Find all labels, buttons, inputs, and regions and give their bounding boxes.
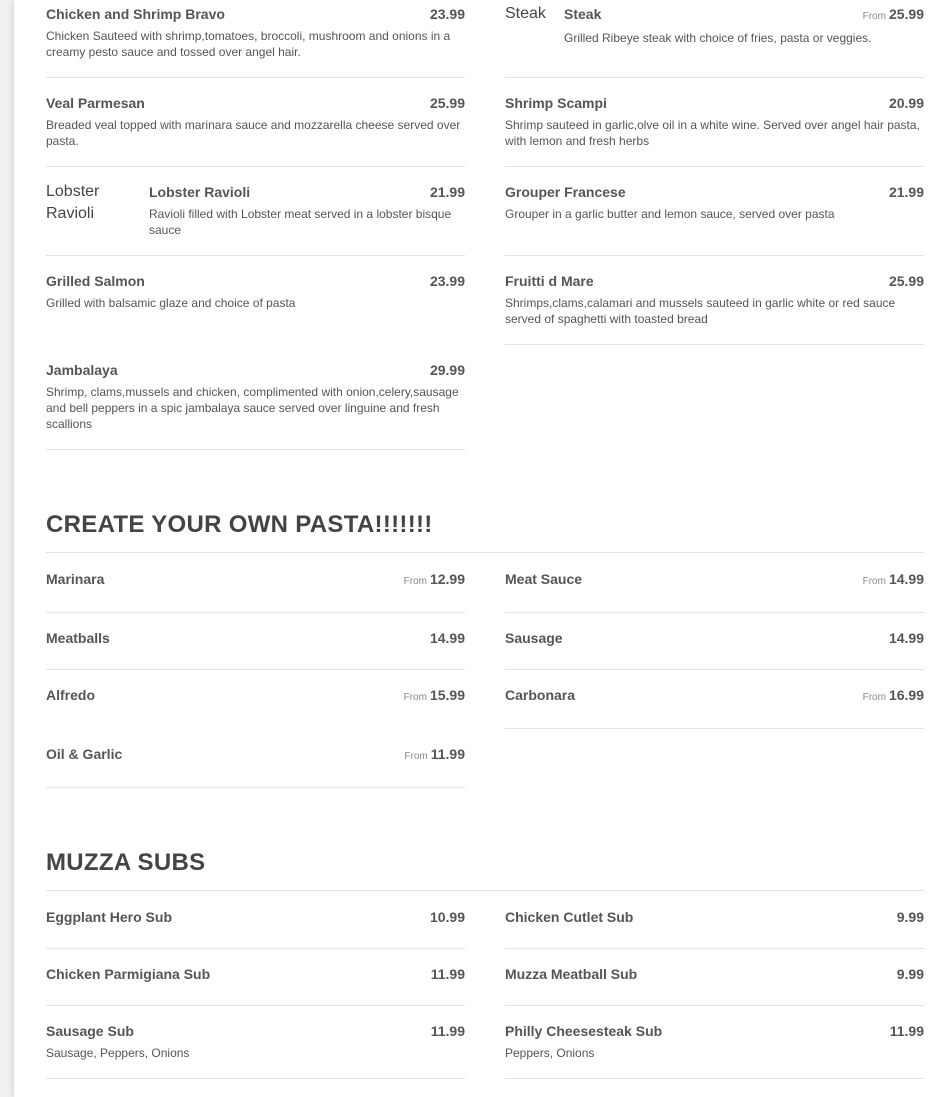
item-description: Shrimp sauteed in garlic,olve oil in a white wine. Served over angel hair pasta, with lemon and fresh herbs bbox=[505, 118, 920, 148]
item-image: Lobster Ravioli bbox=[46, 183, 100, 222]
item-name: Lobster Ravioli bbox=[149, 184, 251, 200]
item-name: Oil & Garlic bbox=[46, 746, 123, 762]
item-price: 23.99 bbox=[429, 6, 465, 22]
menu-item-eggplant-hero-sub[interactable] bbox=[46, 903, 465, 949]
item-description: Breaded veal topped with marinara sauce and mozzarella cheese served over pasta. bbox=[46, 118, 461, 148]
section-divider bbox=[46, 890, 924, 891]
item-description: Peppers, Onions bbox=[505, 1046, 595, 1060]
item-price: 14.99 bbox=[888, 630, 924, 646]
item-price-wrap bbox=[863, 687, 924, 703]
menu-item-carbonara[interactable] bbox=[505, 681, 924, 729]
menu-page bbox=[14, 0, 950, 1097]
item-price: 25.99 bbox=[888, 273, 924, 289]
item-description: Ravioli filled with Lobster meat served in a lobster bisque sauce bbox=[149, 207, 452, 237]
item-price-wrap bbox=[863, 6, 924, 22]
item-name: Alfredo bbox=[46, 687, 95, 703]
item-name: Chicken and Shrimp Bravo bbox=[46, 6, 225, 22]
item-price: 25.99 bbox=[888, 6, 924, 22]
from-label: From bbox=[862, 692, 886, 703]
item-description: Shrimps,clams,calamari and mussels sauteed in garlic white or red sauce served of spaghetti with toasted bread bbox=[505, 296, 896, 326]
menu-item-muzza-meatball-sub[interactable] bbox=[505, 960, 924, 1006]
item-price: 10.99 bbox=[429, 909, 465, 925]
item-name: Sausage Sub bbox=[46, 1023, 134, 1039]
section-title-subs: MUZZA SUBS bbox=[46, 849, 206, 876]
item-description: Sausage, Peppers, Onions bbox=[46, 1046, 190, 1060]
item-name: Grouper Francese bbox=[505, 184, 626, 200]
from-label: From bbox=[862, 576, 886, 587]
section-title-pasta: CREATE YOUR OWN PASTA!!!!!!! bbox=[46, 511, 433, 538]
menu-item-lobster-ravioli[interactable] bbox=[46, 178, 465, 256]
item-price: 9.99 bbox=[896, 909, 924, 925]
from-label: From bbox=[403, 692, 427, 703]
item-description: Chicken Sauteed with shrimp,tomatoes, broccoli, mushroom and onions in a creamy pesto sauce and tossed over angel hair. bbox=[46, 29, 451, 59]
item-name: Marinara bbox=[46, 571, 105, 587]
item-price: 20.99 bbox=[888, 95, 924, 111]
item-price: 14.99 bbox=[888, 571, 924, 587]
menu-item-steak[interactable] bbox=[505, 0, 924, 78]
item-price-wrap bbox=[404, 746, 465, 762]
menu-item-oil-garlic[interactable] bbox=[46, 740, 465, 788]
item-price: 14.99 bbox=[429, 630, 465, 646]
item-price: 11.99 bbox=[430, 746, 465, 762]
item-price: 21.99 bbox=[429, 184, 465, 200]
item-name: Grilled Salmon bbox=[46, 273, 145, 289]
menu-item-chicken-cutlet-sub[interactable] bbox=[505, 903, 924, 949]
menu-item-meat-sauce[interactable] bbox=[505, 565, 924, 613]
menu-item-philly-cheesesteak-sub[interactable] bbox=[505, 1017, 924, 1079]
item-price: 11.99 bbox=[430, 1023, 465, 1039]
item-name: Chicken Cutlet Sub bbox=[505, 909, 634, 925]
item-price-wrap bbox=[863, 571, 924, 587]
item-price-wrap bbox=[404, 687, 465, 703]
item-name: Meatballs bbox=[46, 630, 110, 646]
item-name: Fruitti d Mare bbox=[505, 273, 594, 289]
from-label: From bbox=[862, 11, 886, 22]
item-name: Meat Sauce bbox=[505, 571, 583, 587]
menu-item-fruitti-d-mare[interactable] bbox=[505, 267, 924, 345]
section-divider bbox=[46, 552, 924, 553]
item-name: Sausage bbox=[505, 630, 563, 646]
item-name: Chicken Parmigiana Sub bbox=[46, 966, 211, 982]
item-name: Carbonara bbox=[505, 687, 576, 703]
menu-item-sausage-sub[interactable] bbox=[46, 1017, 465, 1079]
menu-item-veal-parmesan[interactable] bbox=[46, 89, 465, 167]
item-description: Shrimp, clams,mussels and chicken, complimented with onion,celery,sausage and bell peppers in a spic jambalaya sauce served over linguine and fresh scallions bbox=[46, 385, 459, 431]
item-price: 29.99 bbox=[429, 362, 465, 378]
menu-item-chicken-parmigiana-sub[interactable] bbox=[46, 960, 465, 1006]
item-name: Eggplant Hero Sub bbox=[46, 909, 172, 925]
item-price: 9.99 bbox=[896, 966, 924, 982]
item-price: 23.99 bbox=[429, 273, 465, 289]
menu-item-shrimp-scampi[interactable] bbox=[505, 89, 924, 167]
item-description: Grouper in a garlic butter and lemon sauce, served over pasta bbox=[505, 207, 835, 221]
menu-item-meatballs[interactable] bbox=[46, 624, 465, 670]
from-label: From bbox=[403, 576, 427, 587]
item-price: 11.99 bbox=[430, 966, 465, 982]
item-name: Veal Parmesan bbox=[46, 95, 145, 111]
item-name: Jambalaya bbox=[46, 362, 118, 378]
item-price: 11.99 bbox=[889, 1023, 924, 1039]
menu-item-alfredo[interactable] bbox=[46, 681, 465, 729]
item-price: 21.99 bbox=[888, 184, 924, 200]
menu-item-marinara[interactable] bbox=[46, 565, 465, 613]
item-description: Grilled Ribeye steak with choice of fries, pasta or veggies. bbox=[564, 31, 872, 45]
menu-item-jambalaya[interactable] bbox=[46, 356, 465, 450]
item-price: 15.99 bbox=[429, 687, 465, 703]
item-price: 12.99 bbox=[429, 571, 465, 587]
item-name: Philly Cheesesteak Sub bbox=[505, 1023, 663, 1039]
item-name: Muzza Meatball Sub bbox=[505, 966, 638, 982]
item-price-wrap bbox=[404, 571, 465, 587]
item-name: Steak bbox=[564, 6, 602, 22]
item-description: Grilled with balsamic glaze and choice of pasta bbox=[46, 296, 296, 310]
menu-item-chicken-shrimp-bravo[interactable] bbox=[46, 0, 465, 78]
item-name: Shrimp Scampi bbox=[505, 95, 607, 111]
item-image: Steak bbox=[505, 5, 546, 22]
item-price: 25.99 bbox=[429, 95, 465, 111]
menu-item-grilled-salmon[interactable] bbox=[46, 267, 465, 345]
menu-item-grouper-francese[interactable] bbox=[505, 178, 924, 256]
from-label: From bbox=[404, 751, 428, 762]
item-price: 16.99 bbox=[888, 687, 924, 703]
menu-item-sausage[interactable] bbox=[505, 624, 924, 670]
